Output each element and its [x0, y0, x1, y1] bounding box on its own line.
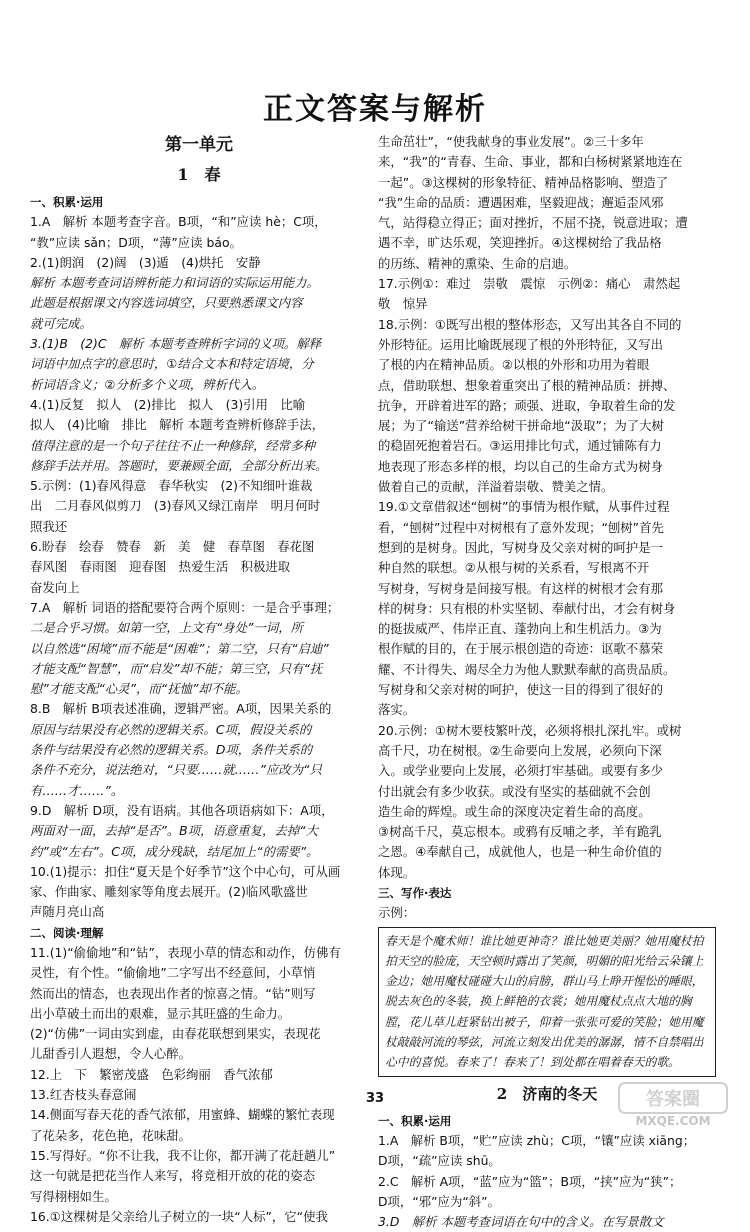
answer-line: 这一句就是把花当作人来写，将竞相开放的花的姿态: [30, 1168, 315, 1184]
answer-line: 付出就会有多少收获。或没有坚实的基础就不会创: [378, 783, 651, 799]
answer-line: 16.①这棵树是父亲给儿子树立的一块“人标”，它“使我: [30, 1208, 328, 1224]
answer-line: 了花朵多，花色艳，花味甜。: [30, 1127, 192, 1143]
answer-line: 两面对一面，去掉“是否”。B项，语意重复，去掉“大: [30, 823, 318, 839]
answer-line: 此题是根据课文内容选词填空，只要熟悉课文内容: [30, 295, 303, 311]
answer-line: 就可完成。: [30, 315, 92, 331]
answer-line: 地表现了形态多样的根，均以自己的生命方式为树身: [378, 458, 663, 474]
answer-line: ③树高千尺，莫忘根本。或鸦有反哺之孝，羊有跪乳: [378, 824, 662, 840]
answer-line: 体现。: [378, 864, 416, 880]
page-number: 33: [365, 1091, 385, 1106]
answer-line: 10.(1)提示：扣住“夏天是个好季节”这个中心句，可从画: [30, 863, 341, 879]
lesson-heading: 1 春: [177, 165, 221, 184]
answer-line: 一起”。③这棵树的形象特征、精神品格影响、塑造了: [378, 174, 669, 190]
page-title: 正文答案与解析: [263, 92, 487, 127]
section-heading: 二、阅读·理解: [30, 925, 104, 940]
answer-line: 1.A 解析 B项，“贮”应读 zhù；C项，“镶”应读 xiāng；: [378, 1132, 696, 1148]
answer-line: 13.红杏枝头春意闹: [30, 1087, 137, 1103]
answer-line: 19.①文章借叙述“刨树”的事情为根作赋，从事件过程: [378, 499, 670, 515]
right-answer-list-2: [378, 1111, 716, 1232]
answer-line: 拟人 (4)比喻 排比 解析 本题考查辨析修辞手法，: [30, 417, 325, 433]
answer-line: 原因与结果没有必然的逻辑关系。C项，假设关系的: [30, 721, 312, 737]
answer-line: 示例：: [378, 905, 416, 921]
answer-line: 17.示例①：难过 崇敬 震惊 示例②：痛心 肃然起: [378, 276, 681, 292]
answer-line: “我”生命的品质：遭遇困难，坚毅迎战；邂逅歪风邪: [378, 194, 664, 210]
answer-line: 2.(1)朗润 (2)阔 (3)遁 (4)烘托 安静: [30, 254, 261, 270]
answer-line: 耀、不计得失、竭尽全力为他人默默奉献的高贵品质。: [378, 661, 676, 677]
answer-line: 约”或“左右”。C项，成分残缺，结尾加上“的需要”。: [30, 843, 319, 859]
answer-line: 4.(1)反复 拟人 (2)排比 拟人 (3)引用 比喻: [30, 396, 306, 412]
answer-line: 样的树身：只有根的朴实坚韧、奉献付出，才会有树身: [378, 600, 676, 616]
answer-line: 造生命的辉煌。或生命的深度决定着生命的高度。: [378, 803, 651, 819]
lesson-heading-2: 2 济南的冬天: [496, 1084, 598, 1103]
unit-heading: 第一单元: [165, 135, 233, 155]
answer-line: 家、作曲家、雕刻家等角度去展开。(2)临风歌盛世: [30, 884, 308, 900]
answer-line: 的稳固死抱着岩石。③运用排比句式，通过铺陈有力: [378, 438, 662, 454]
answer-line: 3.(1)B (2)C 解析 本题考查辨析字词的义项。解释: [30, 336, 322, 352]
answer-line: 敬 惊异: [378, 296, 428, 312]
left-column: [30, 132, 368, 1227]
answer-line: 出小草破土而出的艰难，显示其旺盛的生命力。: [30, 1005, 291, 1021]
answer-line: 儿甜香引人遐想，令人心醉。: [30, 1046, 192, 1062]
answer-line: 1.A 解析 本题考查字音。B项，“和”应读 hè；C项，: [30, 214, 327, 230]
right-answer-list: [378, 132, 716, 924]
answer-line: 5.示例：(1)春风得意 春华秋实 (2)不知细叶谁裁: [30, 478, 313, 494]
answer-line: 的挺拔威严、伟岸正直、蓬勃向上和生机活力。③为: [378, 621, 662, 637]
answer-line: 想到的是树身。因此，写树身及父亲对树的呵护是一: [378, 539, 663, 555]
answer-line: 生命茁壮”，“使我献身的事业发展”。②三十多年: [378, 134, 644, 149]
svg-text:答案圈: 答案圈: [646, 1089, 700, 1110]
answer-line: 条件不充分，说法绝对，“只要……就……”应改为“只: [30, 762, 322, 778]
answer-line: 抗争，开辟着进军的路；顽强、进取，争取着生命的发: [378, 397, 676, 413]
answer-line: 3.D 解析 本题考查词语在句中的含义。在写景散文: [378, 1214, 664, 1230]
answer-line: 7.A 解析 词语的搭配要符合两个原则：一是合乎事理；: [30, 599, 340, 615]
answer-line: 外形特征。运用比喻既展现了根的外形特征，又写出: [378, 336, 663, 352]
answer-line: 气，站得稳立得正；面对挫折，不屈不挠，锐意进取；遭: [378, 215, 688, 231]
answer-line: 做着自己的贡献，洋溢着崇敬、赞美之情。: [378, 479, 614, 495]
answer-line: 词语中加点字的意思时，①结合文本和特定语境，分: [30, 356, 314, 372]
answer-line: 析词语含义；②分析多个义项，辨析代入。: [30, 376, 265, 392]
answer-line: 高千尺，功在树根。②生命要向上发展，必须向下深: [378, 742, 662, 758]
answer-line: D项，“邪”应为“斜”。: [378, 1193, 500, 1209]
left-answer-list: [30, 192, 368, 1227]
answer-line: 然而出的情态，也表现出作者的惊喜之情。“钻”则写: [30, 985, 316, 1001]
answer-line: 才能支配“智慧”，而“启发”却不能；第三空，只有“抚: [30, 660, 323, 676]
answer-line: 点，借助联想、想象着重突出了根的精神品质：拼搏、: [378, 377, 676, 393]
answer-line: 展；为了“输送”营养给树干拼命地“汲取”；为了大树: [378, 418, 664, 434]
answer-line: 来，“我”的“青春、生命、事业，都和白杨树紧紧地连在: [378, 154, 683, 170]
answer-line: D项，“疏”应读 shū。: [378, 1153, 501, 1169]
answer-line: 6.盼春 绘春 赞春 新 美 健 春草图 春花图: [30, 539, 315, 555]
section-heading: 一、积累·运用: [30, 195, 104, 209]
answer-line: 写树身和父亲对树的呵护，使这一目的得到了很好的: [378, 682, 663, 698]
answer-line: 9.D 解析 D项，没有语病。其他各项语病如下：A项，: [30, 802, 334, 818]
answer-line: 有……才……”。: [30, 782, 124, 798]
answer-line: 遇不幸，旷达乐观，笑迎挫折。④这棵树给了我品格: [378, 235, 662, 251]
answer-line: 20.示例：①树木要枝繁叶茂，必须将根扎深扎牢。或树: [378, 722, 682, 738]
answer-line: 写得栩栩如生。: [30, 1188, 117, 1204]
answer-line: 种自然的联想。②从根与树的关系看，写根离不开: [378, 560, 650, 576]
answer-line: 12.上 下 繁密茂盛 色彩绚丽 香气浓郁: [30, 1066, 273, 1082]
answer-line: 声随月亮山高: [30, 904, 105, 920]
svg-text:MXQE.COM: MXQE.COM: [635, 1114, 711, 1128]
answer-line: 15.写得好。“你不让我，我不让你，都开满了花赶趟儿”: [30, 1147, 336, 1163]
answer-line: 的历练、精神的熏染、生命的启迪。: [378, 255, 577, 271]
answer-line: 8.B 解析 B项表述准确，逻辑严密。A项，因果关系的: [30, 701, 332, 717]
answer-line: 18.示例：①既写出根的整体形态，又写出其各自不同的: [378, 316, 682, 332]
answer-line: 慰”才能支配“心灵”，而“抚恤”却不能。: [30, 681, 248, 697]
answer-line: 了根的内在精神品质。②以根的外形和功用为着眼: [378, 357, 650, 373]
answer-line: 出 二月春风似剪刀 (3)春风又绿江南岸 明月何时: [30, 498, 321, 514]
answer-line: 入。或学业要向上发展，必须打牢基础。或要有多少: [378, 763, 663, 779]
answer-line: 值得注意的是一个句子往往不止一种修辞，经常多种: [30, 437, 315, 453]
answer-line: 14.侧面写春天花的香气浓郁，用蜜蜂、蝴蝶的繁忙表现: [30, 1107, 335, 1123]
answer-line: 落实。: [378, 702, 416, 718]
section-heading: 一、积累·运用: [378, 1113, 452, 1128]
answer-line: 2.C 解析 A项，“蓝”应为“篮”；B项，“挟”应为“狭”；: [378, 1173, 682, 1189]
answer-line: 照我还: [30, 518, 68, 534]
answer-line: 条件与结果没有必然的逻辑关系。D项，条件关系的: [30, 742, 313, 758]
watermark-logo: [618, 1082, 728, 1128]
answer-line: 奋发向上: [30, 579, 80, 595]
answer-line: 11.(1)“偷偷地”和“钻”，表现小草的情态和动作，仿佛有: [30, 944, 341, 960]
answer-line: 之恩。④奉献自己，成就他人，也是一种生命价值的: [378, 844, 662, 860]
answer-line: 根作赋的目的，在于展示根创造的奇迹：讴歌不慕荣: [378, 641, 663, 657]
answer-line: 解析 本题考查词语辨析能力和词语的实际运用能力。: [30, 275, 319, 291]
answer-line: “教”应读 sǎn；D项，“薄”应读 báo。: [30, 234, 242, 250]
answer-line: 灵性，有个性。“偷偷地”二字写出不经意间，小草悄: [30, 965, 316, 981]
writing-sample-box: 春天是个魔术师！谁比她更神奇？谁比她更美丽？她用魔杖拍拍天空的脸庞，天空顿时露出了笑颜，明媚的阳光给云朵镶上金边；她用魔杖碰碰大山的肩膀，群山马上睁开惺忪的睡眼，脱去灰色的冬装，换上鲜艳的衣裳；她用魔杖点点大地的胸膛，花儿草儿赶紧钻出被子，仰着一张张可爱的笑脸；她用魔杖敲敲河流的琴弦，河流立刻发出优美的潺潺，情不自禁唱出心中的喜悦。春来了！春来了！到处都在唱着春天的歌。: [378, 927, 716, 1077]
answer-line: 以自然选“困境”而不能是“困难”；第二空，只有“启迪”: [30, 640, 329, 656]
section-heading: 三、写作·表达: [378, 885, 452, 900]
right-column: [378, 132, 716, 1232]
answer-line: 写树身，写树身是间接写根。有这样的树根才会有那: [378, 580, 663, 596]
answer-line: 春风图 春雨图 迎春图 热爱生活 积极进取: [30, 559, 291, 575]
answer-line: 修辞手法并用。答题时，要兼顾全面，全部分析出来。: [30, 457, 328, 473]
answer-line: 看，“刨树”过程中对树根有了意外发现；“刨树”首先: [378, 519, 664, 535]
answer-line: (2)“仿佛”一词由实到虚，由春花联想到果实，表现花: [30, 1026, 321, 1042]
answer-line: 二是合乎习惯。如第一空，上文有“身处”一词，所: [30, 620, 304, 636]
